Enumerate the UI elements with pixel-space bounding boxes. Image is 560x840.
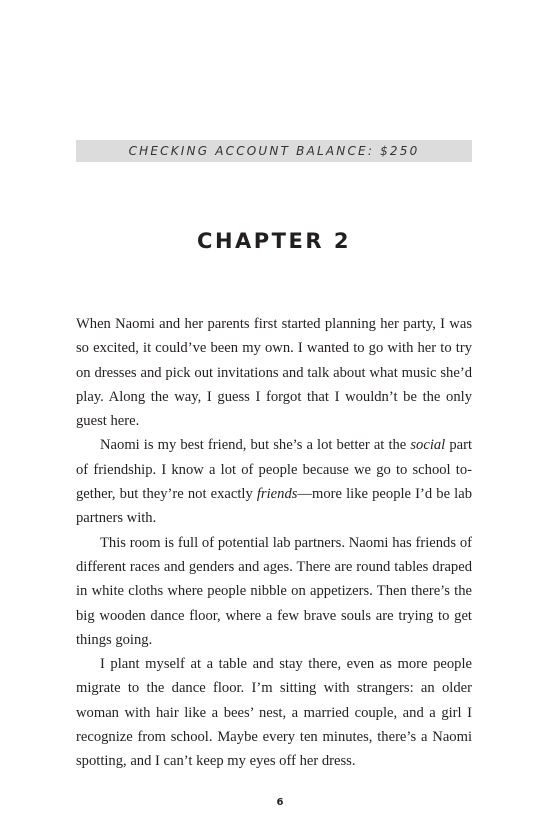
paragraph-1: When Naomi and her parents first started planning her party, I was so excited, it could’ve been my own. I wanted to go with her to try on dresses and pick out invitations and talk about what music she’d play. Along the way, I guess I forgot that I wouldn’t be the only guest here. (76, 316, 472, 430)
paragraph-2-emphasis-friends: friends (256, 486, 298, 503)
paragraph-2 (76, 433, 472, 530)
chapter-title: CHAPTER 2 (197, 229, 351, 253)
paragraph-2-text-c: —more like people I’d be lab partners with. (76, 486, 472, 527)
chapter-body (76, 312, 472, 774)
paragraph-2-text-a: Naomi is my best friend, but she’s a lot better at the (100, 437, 411, 454)
paragraph-4: I plant myself at a table and stay there, even as more people migrate to the dance floor. I’m sitting with strangers: an older woman with hair like a bees’ nest, a married couple, and a girl I recognize from school. Maybe every ten minutes, there’s a Naomi spotting, and I can’t keep my eyes off her dress. (76, 656, 472, 770)
account-balance-text: CHECKING ACCOUNT BALANCE: $250 (128, 144, 420, 158)
paragraph-2-emphasis-social: social (410, 437, 446, 454)
paragraph-3: This room is full of potential lab partners. Naomi has friends of different races and genders and ages. There are round tables draped in white cloths where people nibble on appetizers. Then there’s the big wooden dance floor, where a few brave souls are trying to get things going. (76, 534, 472, 648)
account-balance-banner (76, 140, 472, 162)
page-number: 6 (276, 797, 284, 808)
paragraph-2-text-b: part of friendship. I know a lot of people because we go to school to-gether, but they’re not exactly (76, 437, 473, 503)
